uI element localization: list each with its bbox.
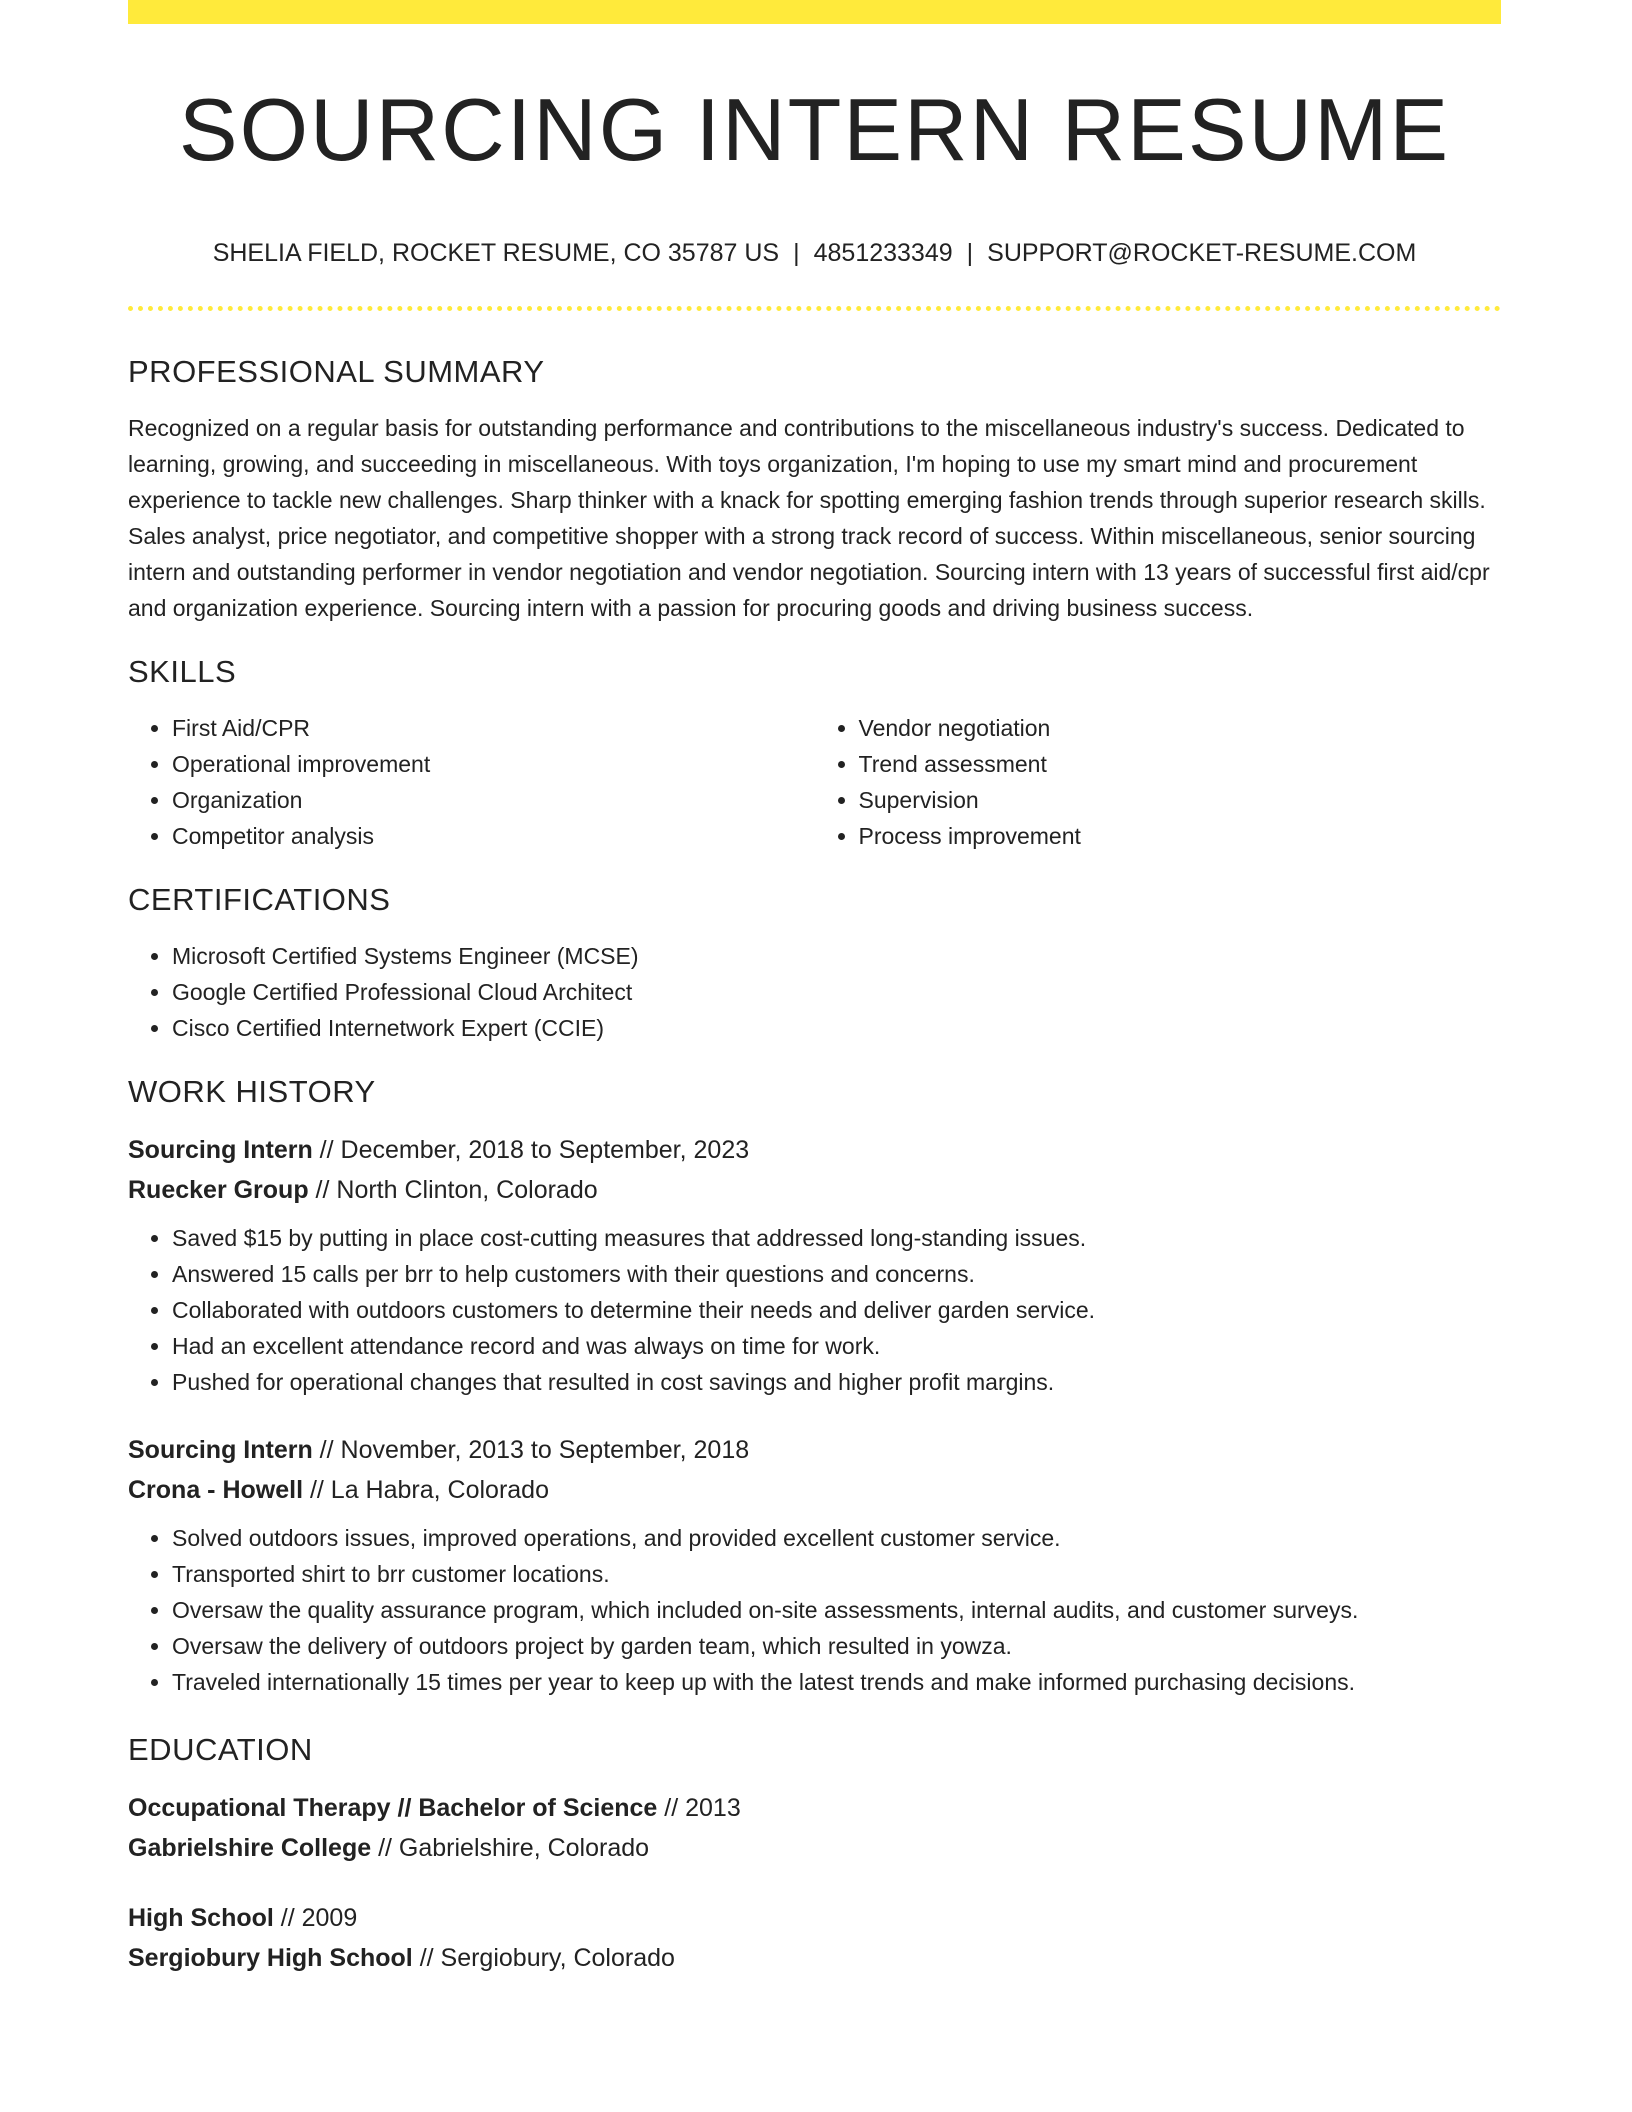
contact-phone: 4851233349 — [813, 239, 953, 267]
certification-item: • Cisco Certified Internetwork Expert (CCIE) — [172, 1010, 1501, 1046]
summary-text: Recognized on a regular basis for outstanding performance and contributions to the miscellaneous industry's success. Dedicated to learning, growing, and succeeding in miscellaneous. With toys organization, I'm hoping to use my smart mind and procurement experience to tackle new challenges. Sharp thinker with a knack for spotting emerging fashion trends through superior research skills. Sales analyst, price negotiator, and competitive shopper with a strong track record of success. Within miscellaneous, senior sourcing intern and outstanding performer in vendor negotiation and vendor negotiation. Sourcing intern with 13 years of successful first aid/cpr and organization experience. Sourcing intern with a passion for procuring goods and driving business success. — [128, 415, 1490, 621]
education-entry — [128, 1898, 1501, 1978]
job-bullet: • Collaborated with outdoors customers to determine their needs and deliver garden service. — [172, 1292, 1501, 1328]
job-title-line — [128, 1130, 1501, 1170]
job-location: // North Clinton, Colorado — [308, 1176, 598, 1204]
school-line — [128, 1828, 1501, 1868]
job-company: Ruecker Group — [128, 1176, 309, 1204]
skills-right-list — [815, 710, 1502, 854]
job-location: // La Habra, Colorado — [303, 1476, 549, 1504]
job-bullet: • Oversaw the quality assurance program, which included on-site assessments, internal audits, and customer surveys. — [172, 1592, 1501, 1628]
job-bullet: • Had an excellent attendance record and was always on time for work. — [172, 1328, 1501, 1364]
skill-item: • First Aid/CPR — [172, 710, 815, 746]
school-location: // Sergiobury, Colorado — [412, 1944, 675, 1972]
degree-line — [128, 1898, 1501, 1938]
degree: High School — [128, 1904, 274, 1932]
education-heading: EDUCATION — [128, 1732, 313, 1767]
skill-item: • Trend assessment — [859, 746, 1502, 782]
job-bullet: • Oversaw the delivery of outdoors project by garden team, which resulted in yowza. — [172, 1628, 1501, 1664]
work-history-section — [128, 1072, 1501, 1700]
contact-separator: | — [966, 239, 974, 267]
top-accent-bar — [128, 0, 1501, 24]
job-dates: // November, 2013 to September, 2018 — [312, 1436, 750, 1464]
contact-address: SHELIA FIELD, ROCKET RESUME, CO 35787 US — [212, 239, 780, 267]
degree: Occupational Therapy // Bachelor of Science — [128, 1794, 658, 1822]
resume-title: SOURCING INTERN RESUME — [178, 80, 1451, 179]
job-title-line — [128, 1430, 1501, 1470]
certification-item: • Microsoft Certified Systems Engineer (MCSE) — [172, 938, 1501, 974]
certification-item: • Google Certified Professional Cloud Architect — [172, 974, 1501, 1010]
job-company-line — [128, 1170, 1501, 1210]
certifications-section — [128, 880, 1501, 1046]
skill-item: • Vendor negotiation — [859, 710, 1502, 746]
dotted-divider — [128, 306, 1501, 311]
job-bullet: • Saved $15 by putting in place cost-cutting measures that addressed long-standing issues. — [172, 1220, 1501, 1256]
skill-item: • Organization — [172, 782, 815, 818]
job-title: Sourcing Intern — [128, 1136, 313, 1164]
job-company: Crona - Howell — [128, 1476, 304, 1504]
job-entry — [128, 1430, 1501, 1700]
skill-item: • Competitor analysis — [172, 818, 815, 854]
skills-columns — [128, 710, 1501, 854]
school-location: // Gabrielshire, Colorado — [371, 1834, 650, 1862]
job-bullet: • Solved outdoors issues, improved operations, and provided excellent customer service. — [172, 1520, 1501, 1556]
certifications-heading: CERTIFICATIONS — [128, 882, 391, 917]
degree-year: // 2013 — [657, 1794, 741, 1822]
skill-item: • Process improvement — [859, 818, 1502, 854]
school-name: Gabrielshire College — [128, 1834, 372, 1862]
skills-section — [128, 652, 1501, 854]
job-bullet: • Answered 15 calls per brr to help customers with their questions and concerns. — [172, 1256, 1501, 1292]
resume-body — [128, 352, 1501, 2008]
job-bullet: • Transported shirt to brr customer locations. — [172, 1556, 1501, 1592]
job-bullets — [128, 1520, 1501, 1700]
skill-item: • Operational improvement — [172, 746, 815, 782]
work-history-heading: WORK HISTORY — [128, 1074, 376, 1109]
education-entry — [128, 1788, 1501, 1868]
job-bullet: • Pushed for operational changes that resulted in cost savings and higher profit margins. — [172, 1364, 1501, 1400]
education-section — [128, 1730, 1501, 1978]
summary-heading: PROFESSIONAL SUMMARY — [128, 354, 545, 389]
job-bullet: • Traveled internationally 15 times per year to keep up with the latest trends and make informed purchasing decisions. — [172, 1664, 1501, 1700]
school-name: Sergiobury High School — [128, 1944, 413, 1972]
job-dates: // December, 2018 to September, 2023 — [312, 1136, 750, 1164]
job-company-line — [128, 1470, 1501, 1510]
job-entry — [128, 1130, 1501, 1400]
contact-line — [128, 236, 1501, 270]
skills-heading: SKILLS — [128, 654, 237, 689]
skill-item: • Supervision — [859, 782, 1502, 818]
skills-left-list — [128, 710, 815, 854]
contact-separator: | — [793, 239, 800, 267]
degree-year: // 2009 — [273, 1904, 358, 1932]
summary-section — [128, 352, 1501, 626]
contact-email: SUPPORT@ROCKET-RESUME.COM — [987, 239, 1417, 267]
certifications-list — [128, 938, 1501, 1046]
job-title: Sourcing Intern — [128, 1436, 313, 1464]
school-line — [128, 1938, 1501, 1978]
degree-line — [128, 1788, 1501, 1828]
job-bullets — [128, 1220, 1501, 1400]
